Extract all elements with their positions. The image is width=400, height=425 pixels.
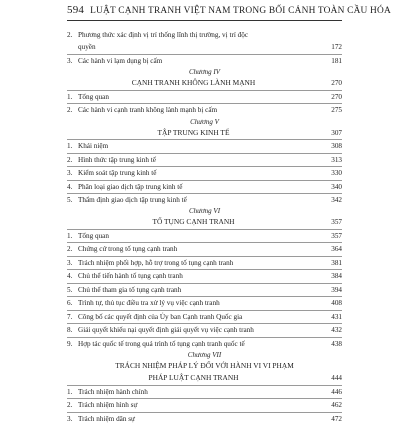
chapter-label: Chương IV: [188, 68, 221, 77]
toc-entry: 1. Tổng quan 270: [67, 91, 342, 104]
chapter-title-line-2: PHÁP LUẬT CẠNH TRANH 444: [67, 372, 342, 385]
toc-page: 307: [331, 128, 342, 137]
page-number: 594: [67, 4, 85, 16]
table-of-contents: [67, 29, 342, 425]
running-header: [67, 4, 391, 16]
toc-entry: 7. Công bố các quyết định của Ủy ban Cạnh tranh Quốc gia 431: [67, 311, 342, 324]
toc-entry: 4. Phân loại giao dịch tập trung kinh tế 340: [67, 181, 342, 194]
toc-entry: 3. Trách nhiệm phối hợp, hỗ trợ trong tố tụng cạnh tranh 381: [67, 257, 342, 270]
toc-entry: 2. Trách nhiệm hình sự 462: [67, 399, 342, 412]
chapter-label: Chương VI: [188, 207, 221, 216]
toc-entry: 1. Khái niệm 308: [67, 140, 342, 153]
toc-entry: 5. Thẩm định giao dịch tập trung kinh tế 342: [67, 195, 342, 204]
chapter-label: Chương VII: [187, 350, 222, 359]
chapter-title: CẠNH TRANH KHÔNG LÀNH MẠNH 270: [67, 77, 342, 90]
toc-entry-continuation: quyền 172: [67, 41, 342, 54]
toc-entry: 2. Chứng cứ trong tố tụng cạnh tranh 364: [67, 243, 342, 256]
header-rule: [67, 20, 342, 21]
running-title: LUẬT CẠNH TRANH VIỆT NAM TRONG BỐI CẢNH TOÀN CẦU HÓA: [90, 6, 391, 16]
toc-entry: 9. Hợp tác quốc tế trong quá trình tố tụng cạnh tranh quốc tế 438: [67, 339, 342, 348]
toc-page: 444: [331, 374, 342, 383]
toc-page: 172: [331, 43, 342, 52]
toc-entry: 1. Tổng quan 357: [67, 230, 342, 243]
toc-entry: 3. Kiểm soát tập trung kinh tế 330: [67, 167, 342, 180]
toc-entry: 2. Hình thức tập trung kinh tế 313: [67, 154, 342, 167]
toc-entry: 1. Trách nhiệm hành chính 446: [67, 386, 342, 399]
toc-entry: 6. Trình tự, thủ tục điều tra xử lý vụ việc cạnh tranh 408: [67, 297, 342, 310]
toc-entry: 2. Các hành vi cạnh tranh không lành mạnh bị cấm 275: [67, 106, 342, 115]
chapter-title: TRÁCH NHIỆM PHÁP LÝ ĐỐI VỚI HÀNH VI VI PHẠM: [115, 360, 294, 370]
toc-entry: 5. Chủ thể tham gia tố tụng cạnh tranh 394: [67, 284, 342, 297]
toc-page: 270: [331, 79, 342, 88]
toc-entry: 3. Trách nhiệm dân sự 472: [67, 414, 342, 423]
chapter-title: TẬP TRUNG KINH TẾ 307: [67, 127, 342, 140]
toc-entry: 3. Các hành vi lạm dụng bị cấm 181: [67, 55, 342, 67]
toc-entry: 4. Chủ thể tiến hành tố tụng cạnh tranh 384: [67, 270, 342, 283]
toc-page: 181: [331, 56, 342, 65]
chapter-title: TỐ TỤNG CẠNH TRANH 357: [67, 216, 342, 229]
chapter-label: Chương V: [190, 117, 219, 126]
toc-entry: 2. Phương thức xác định vị trí thống lĩnh thị trường, vị trí độc: [67, 31, 249, 39]
toc-page: 357: [331, 218, 342, 227]
toc-entry: 8. Giải quyết khiếu nại quyết định giải quyết vụ việc cạnh tranh 432: [67, 324, 342, 337]
